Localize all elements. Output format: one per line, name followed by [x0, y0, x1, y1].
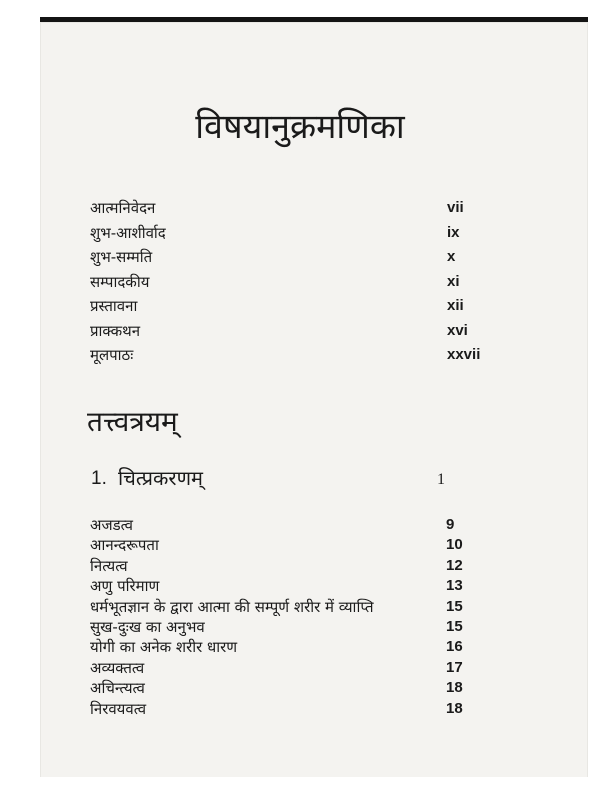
toc-entry-page: 15 — [446, 617, 463, 635]
toc-entry-page: 9 — [446, 516, 455, 533]
toc-entry-page: x — [447, 248, 456, 265]
toc-entry-label: निरवयवत्व — [90, 699, 147, 718]
toc-entry-label: आनन्दरूपता — [90, 536, 159, 555]
chapter-page: 1 — [437, 471, 445, 488]
toc-entry-label: मूलपाठः — [90, 346, 134, 364]
toc-entry-page: xi — [447, 272, 460, 290]
toc-entry — [90, 576, 480, 596]
toc-entry — [90, 597, 480, 617]
toc-entry-label: प्रस्तावना — [90, 297, 138, 315]
toc-entry — [90, 515, 480, 535]
chapter-number: 1. — [91, 468, 107, 489]
toc-entry-label: सुख-दुःख का अनुभव — [90, 617, 205, 636]
toc-entry — [90, 272, 480, 297]
toc-entry-page: xii — [447, 297, 464, 314]
toc-entry-page: 12 — [446, 556, 463, 574]
toc-entry — [90, 617, 480, 637]
toc-entry-page: 15 — [446, 597, 463, 615]
section-heading: तत्त्वत्रयम् — [87, 405, 178, 438]
toc-entry-page: vii — [447, 199, 464, 216]
toc-entry — [90, 345, 480, 370]
toc-entry — [90, 637, 480, 657]
toc-entry — [90, 296, 480, 321]
toc-entry-label: प्राक्कथन — [90, 321, 141, 340]
toc-entry-page: xvi — [447, 321, 468, 339]
toc-entry-label: सम्पादकीय — [90, 272, 150, 291]
toc-entry-label: अजडत्व — [90, 516, 133, 534]
toc-entry — [90, 556, 480, 576]
toc-entry-page: xxvii — [447, 346, 481, 363]
toc-entry — [90, 658, 480, 678]
toc-entry-page: 16 — [446, 638, 463, 656]
toc-entry-label: नित्यत्व — [90, 556, 128, 575]
toc-entry — [90, 699, 480, 719]
scan-bottom-margin — [0, 777, 600, 800]
toc-entry-page: 18 — [446, 699, 463, 717]
toc-entry-label: योगी का अनेक शरीर धारण — [90, 638, 238, 657]
toc-entry — [90, 678, 480, 698]
toc-entry-label: शुभ-आशीर्वाद — [90, 223, 166, 242]
toc-entry — [90, 247, 480, 272]
page-title: विषयानुक्रमणिका — [195, 107, 405, 147]
toc-entry — [90, 198, 480, 223]
toc-entry — [90, 535, 480, 555]
toc-entry — [90, 223, 480, 248]
toc-entry-label: अणु परिमाण — [90, 577, 160, 596]
toc-entry — [90, 321, 480, 346]
toc-entry-label: शुभ-सम्मति — [90, 248, 153, 266]
front-matter-list — [90, 198, 480, 370]
toc-entry-label: अव्यक्तत्व — [90, 658, 145, 677]
toc-entry-label: आत्मनिवेदन — [90, 199, 156, 217]
toc-entry-page: ix — [447, 223, 460, 241]
chapter-title: चित्प्रकरणम् — [118, 466, 204, 490]
toc-entry-label: धर्मभूतज्ञान के द्वारा आत्मा की सम्पूर्ण शरीर में व्याप्ति — [90, 597, 374, 616]
toc-entry-label: अचिन्त्यत्व — [90, 679, 145, 698]
toc-entry-page: 18 — [446, 679, 463, 697]
toc-entry-page: 10 — [446, 536, 463, 554]
toc-entry-page: 17 — [446, 658, 463, 676]
chapter-contents-list — [90, 515, 480, 719]
toc-entry-page: 13 — [446, 577, 463, 595]
